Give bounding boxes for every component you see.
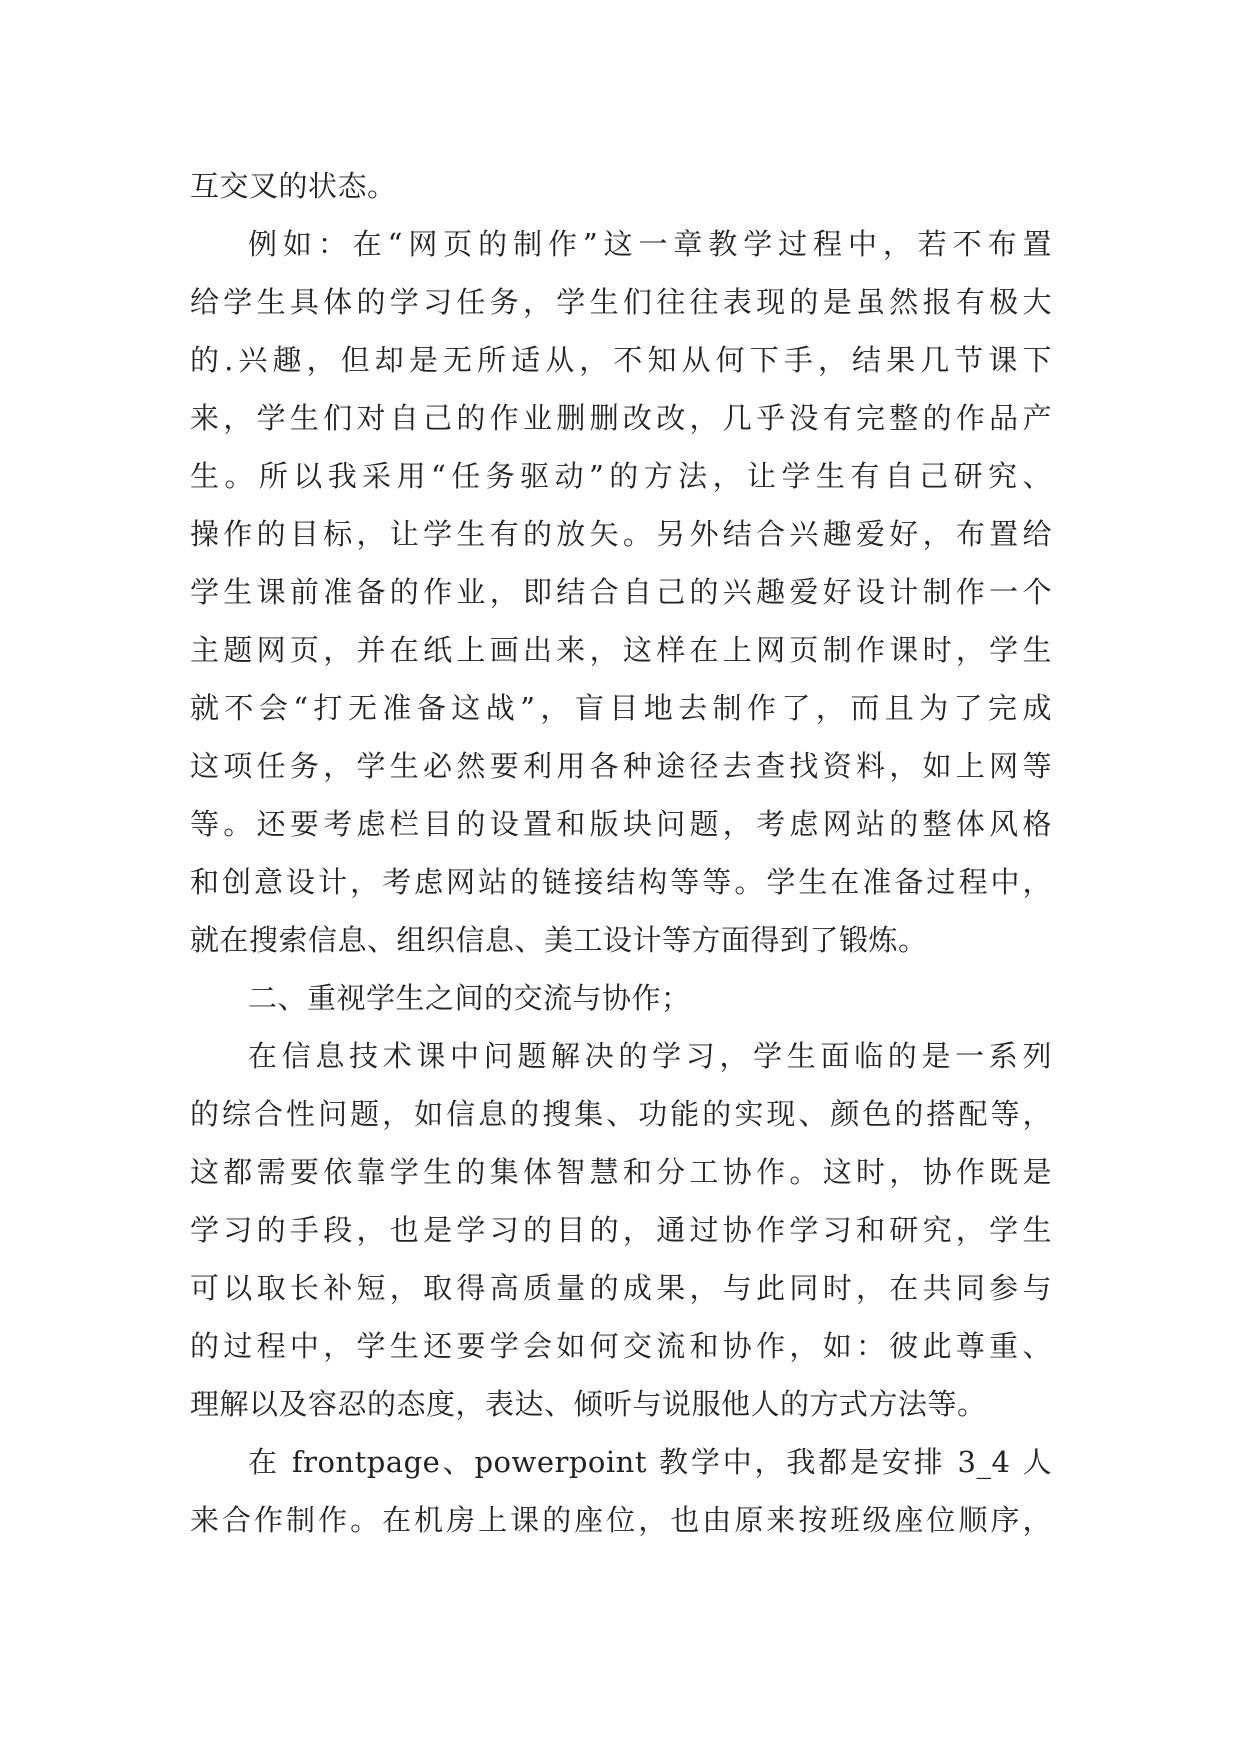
text-line: 学习的手段，也是学习的目的，通过协作学习和研究，学生	[190, 1213, 1052, 1247]
text-line: 来，学生们对自己的作业删删改改，几乎没有完整的作品产	[190, 401, 1052, 435]
text-line: 操作的目标，让学生有的放矢。另外结合兴趣爱好，布置给	[190, 517, 1052, 551]
text-line: 在 frontpage、powerpoint 教学中，我都是安排 3_4 人	[248, 1445, 1052, 1479]
text-line: 这项任务，学生必然要利用各种途径去查找资料，如上网等	[190, 749, 1052, 783]
text-line: 在信息技术课中问题解决的学习，学生面临的是一系列	[248, 1039, 1052, 1073]
text-line: 的过程中，学生还要学会如何交流和协作，如：彼此尊重、	[190, 1329, 1052, 1363]
text-line: 学生课前准备的作业，即结合自己的兴趣爱好设计制作一个	[190, 575, 1052, 609]
text-line: 来合作制作。在机房上课的座位，也由原来按班级座位顺序，	[190, 1503, 1052, 1537]
text-line: 可以取长补短，取得高质量的成果，与此同时，在共同参与	[190, 1271, 1052, 1305]
text-line: 给学生具体的学习任务，学生们往往表现的是虽然报有极大	[190, 285, 1052, 319]
text-line: 就不会“打无准备这战”，盲目地去制作了，而且为了完成	[190, 691, 1052, 725]
text-line: 的.兴趣，但却是无所适从，不知从何下手，结果几节课下	[190, 343, 1052, 377]
text-line: 理解以及容忍的态度，表达、倾听与说服他人的方式方法等。	[190, 1387, 987, 1421]
text-line: 和创意设计，考虑网站的链接结构等等。学生在准备过程中，	[190, 865, 1052, 899]
text-line: 例如：在“网页的制作”这一章教学过程中，若不布置	[248, 227, 1052, 261]
text-line: 等。还要考虑栏目的设置和版块问题，考虑网站的整体风格	[190, 807, 1052, 841]
document-body	[190, 157, 1052, 1549]
text-line: 主题网页，并在纸上画出来，这样在上网页制作课时，学生	[190, 633, 1052, 667]
text-line: 的综合性问题，如信息的搜集、功能的实现、颜色的搭配等，	[190, 1097, 1052, 1131]
text-line: 互交叉的状态。	[190, 169, 397, 203]
text-line: 二、重视学生之间的交流与协作；	[248, 981, 691, 1015]
text-line: 就在搜索信息、组织信息、美工设计等方面得到了锻炼。	[190, 923, 928, 957]
text-line: 这都需要依靠学生的集体智慧和分工协作。这时，协作既是	[190, 1155, 1052, 1189]
text-line: 生。所以我采用“任务驱动”的方法，让学生有自己研究、	[190, 459, 1052, 493]
